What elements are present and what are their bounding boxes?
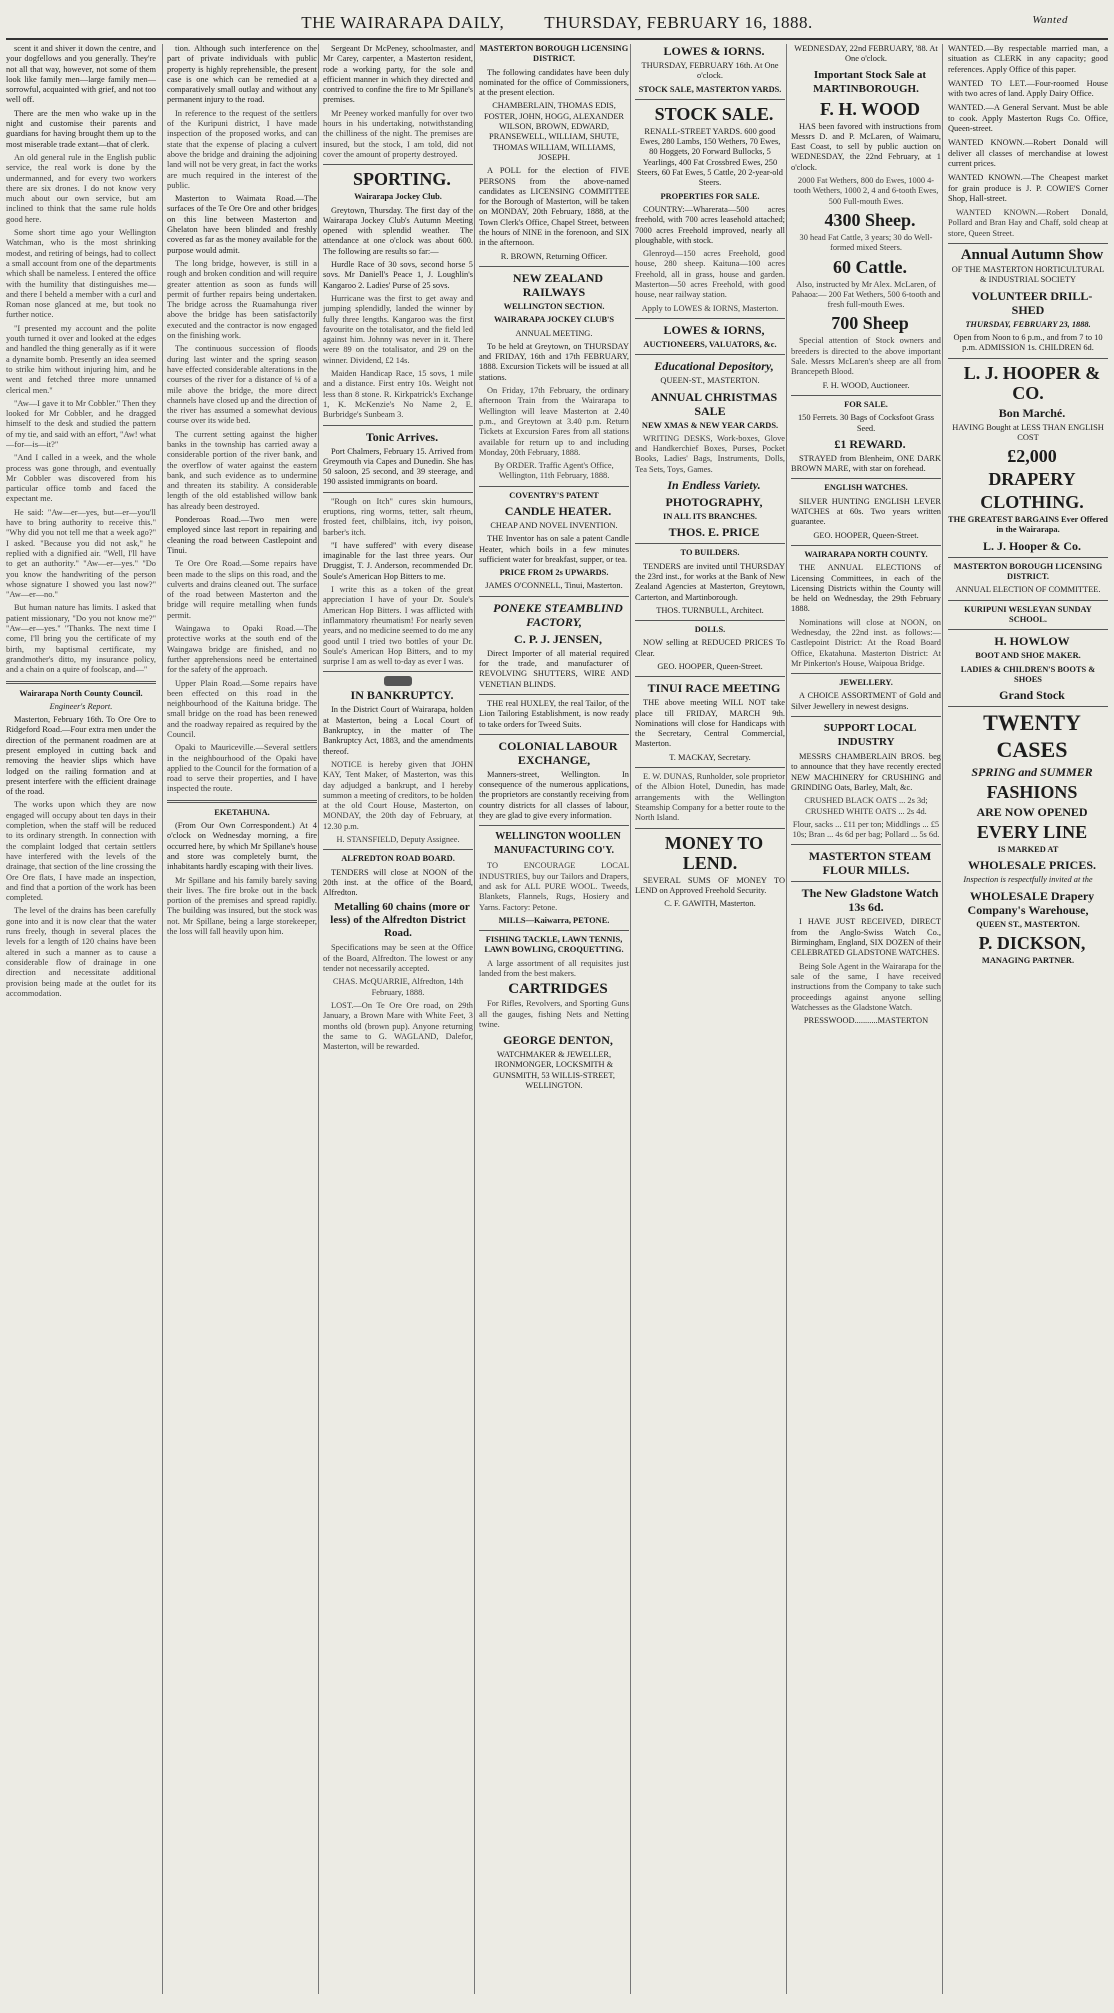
signature: JAMES O'CONNELL, Tinui, Masterton.	[485, 581, 623, 591]
ad-text: RENALL-STREET YARDS. 600 good Ewes, 280 Lambs, 150 Wethers, 70 Ewes, 80 Hoggets, 20 Forward Bullocks, 5 Yearlings, 400 Fat Crossbred Ewes, 250 Steers, 60 Fat Ewes, 5 Cattle, 20 2-year-old Steers.	[637, 126, 783, 188]
ad-heading: C. P. J. JENSEN,	[514, 631, 602, 646]
ad-heading: PHOTOGRAPHY,	[665, 495, 763, 510]
ad-subheading: SPRING and SUMMER	[971, 765, 1093, 780]
ad-subheading: WEDNESDAY, 22nd FEBRUARY, '88. At One o'clock.	[794, 44, 938, 64]
ad-amount: £2,000	[1007, 446, 1057, 467]
ad-heading: P. DICKSON,	[978, 932, 1086, 953]
ad-text: THE above meeting WILL NOT take place till FRIDAY, MARCH 9th. Nominations will close for Handicaps with the Secretary, Central Commercial, Masterton.	[635, 698, 785, 749]
ad-heading: TINUI RACE MEETING	[647, 681, 781, 696]
column-3	[318, 44, 477, 1994]
ad-heading: CASES	[996, 737, 1068, 763]
ad-text: TO ENCOURAGE LOCAL INDUSTRIES, buy our Tailors and Drapers, and ask for ALL PURE WOOL. Tweeds, Blankets, Flannels, Rugs, Hosiery and Yarns. Factory: Petone.	[479, 861, 629, 912]
ad-heading: TWENTY	[983, 710, 1081, 736]
ad-text: SEVERAL SUMS OF MONEY TO LEND on Approved Freehold Security.	[635, 875, 785, 895]
ad-subheading: CHEAP AND NOVEL INVENTION.	[490, 520, 618, 530]
ad-heading: L. J. Hooper & Co.	[982, 538, 1082, 553]
column-2	[162, 44, 321, 1994]
ad-heading: STOCK SALE, MASTERTON YARDS.	[638, 84, 782, 94]
ad-text: I HAVE JUST RECEIVED, DIRECT from the Anglo-Swiss Watch Co., Birmingham, England, SIX DOZEN of their CELEBRATED GLADSTONE WATCHES.	[791, 917, 941, 958]
ad-text: A large assortment of all requisites just landed from the best makers.	[479, 958, 629, 978]
ad-heading: JEWELLERY.	[839, 678, 893, 688]
ad-heading: 700 Sheep	[831, 313, 909, 334]
article-paragraph: Hurdle Race of 30 sovs, second horse 5 sovs. Mr Daniell's Peace 1, J. Loughlin's Kangaroo 2. Ladies' Purse of 25 sovs.	[323, 260, 473, 290]
ad-text: 30 head Fat Cattle, 3 years; 30 do Well-formed mixed Steers.	[799, 232, 933, 253]
ad-subheading: BOOT AND SHOE MAKER.	[975, 651, 1081, 661]
ad-heading: CLOTHING.	[980, 492, 1084, 513]
ad-subheading: ANNUAL ELECTION OF COMMITTEE.	[955, 585, 1101, 595]
ad-text: WATCHMAKER & JEWELLER, IRONMONGER, LOCKSMITH & GUNSMITH, 53 WILLIS-STREET, WELLINGTON.	[492, 1050, 616, 1091]
ad-heading: PROPERTIES FOR SALE.	[660, 191, 760, 201]
ad-text: Also, instructed by Mr Alex. McLaren, of Pahaoa:— 200 Fat Wethers, 500 6-tooth and fresh full-mouth Ewes.	[791, 279, 941, 310]
ad-subheading: ARE NOW OPENED	[976, 805, 1088, 820]
section-heading: ALFREDTON ROAD BOARD.	[341, 854, 455, 864]
ad-text: Apply to LOWES & IORNS, Masterton.	[641, 303, 779, 313]
ad-text: Inspection is respectfully invited at the	[963, 875, 1093, 885]
article-paragraph: I write this as a token of the great appreciation I have of your Dr. Soule's American Hop Bitters. I was afflicted with inflammatory rheumatism! For nearly seven years, and no medicine seemed to do me any good until I tried two bottles of your Dr. Soule's American Hop Bitters, and to my surprise I am as well to-day as ever I was.	[323, 585, 474, 667]
ad-text: Manners-street, Wellington. In consequence of the numerous applications, the proprietors are constantly receiving from country districts for all classes of labour, they are glad to give every information.	[479, 769, 629, 821]
ad-heading: FASHIONS	[986, 782, 1078, 803]
ad-text: HAS been favored with instructions from Messrs D. and P. McLaren, of Waimaru, East Coast, to sell by public auction on WEDNESDAY, the 22nd February, at 1 o'clock.	[791, 121, 941, 172]
ad-text: Direct Importer of all material required for the trade, and manufacturer of REVOLVING SHUTTERS, WIRE AND VENETIAN BLINDS.	[479, 648, 629, 689]
ad-heading: CARTRIDGES	[508, 981, 608, 998]
ad-text: For Rifles, Revolvers, and Sporting Guns all the gauges, fishing Nets and Netting twine.	[479, 999, 629, 1029]
article-paragraph: Greytown, Thursday. The first day of the Wairarapa Jockey Club's Autumn Meeting opened with splendid weather. The attendance at one o'clock was about 600. The following are results so far:—	[323, 205, 473, 256]
classified-ad: WANTED.—By respectable married man, a situation as CLERK in any capacity; good references. Apply Office of this paper.	[948, 44, 1108, 74]
ad-text: THE real HUXLEY, the real Tailor, of the Lion Tailoring Establishment, is now ready to take orders for Tweed Suits.	[479, 698, 629, 729]
ad-subheading: IN ALL ITS BRANCHES.	[662, 512, 758, 522]
ad-text: Glenroyd—150 acres Freehold, good house, 280 sheep. Kaituna—100 acres Freehold, all in grass, house and garden. Masterton—50 acres Freehold, with good house, near railway station.	[635, 249, 785, 300]
ad-heading: In Endless Variety.	[667, 478, 761, 493]
ad-text: On Friday, 17th February, the ordinary afternoon Train from the Wairarapa to Wellington will leave Masterton at 2.40 p.m., and Greytown at 3.40 p.m. Return Tickets at Excursion Fares from all stations available for return up to and including Monday, 20th February, 1888.	[479, 386, 629, 457]
article-paragraph: The long bridge, however, is still in a rough and broken condition and will require greater attention as soon as funds will permit of further repairs being undertaken. The bridge across the Ruamahunga river above the bridge has been satisfactorily executed and the contractor is now engaged on the finishing work.	[167, 258, 317, 341]
article-paragraph: Opaki to Mauriceville.—Several settlers in the neighbourhood of the Opaki have applied to the Council for the formation of a road to serve their properties, and I have inspected the route.	[167, 743, 317, 794]
article-paragraph: tion. Although such interference on the part of private individuals with public property is highly reprehensible, the present case is one which can be remedied at a comparatively small outlay and without any permanent injury to the road.	[167, 44, 317, 105]
column-1	[6, 44, 160, 1994]
ad-heading: ENGLISH WATCHES.	[824, 483, 908, 493]
article-paragraph: But human nature has limits. I asked that patient missionary, "Do you not know me?" "Aw—er—yes." "Thanks. The next time I come, I'll bring you the certificate of my birth, my baptismal certificate, my grandmother's ditto, my insurance policy, and a chain on a quire of foolscap, and—"	[6, 603, 156, 675]
ad-date: THURSDAY, FEBRUARY 23, 1888.	[965, 319, 1091, 329]
ad-heading: WHOLESALE Drapery Company's Warehouse,	[967, 888, 1095, 917]
article-paragraph: The current setting against the higher banks in the township has carried away a considerable portion of the river bank, and the overflow of water against the eastern bank, and such evidence as to undermine and threaten its stability. A considerable length of the old established willow bank has already been destroyed.	[167, 429, 317, 511]
article-paragraph: "Rough on Itch" cures skin humours, eruptions, ring worms, tetter, salt rheum, frosted feet, chilblains, itch, ivy poison, barber's itch.	[323, 496, 473, 537]
ad-subheading: AUCTIONEERS, VALUATORS, &c.	[643, 339, 777, 349]
article-paragraph: Maiden Handicap Race, 15 sovs, 1 mile and a distance. First entry 10s. Weight not less than 8 stone. R. Kirkpatrick's Exchange 1, K. McKenzie's No Name 2, E. Burbridge's Sunbeam 3.	[323, 369, 473, 420]
ad-heading: LOWES & IORNS,	[663, 322, 765, 337]
article-paragraph: "Aw—I gave it to Mr Cobbler." Then they looked for Mr Cobbler, and he dragged himself to the desk and studied the pattern of my tie, and said with an effort, "Aw! what—for—is—it?"	[6, 398, 156, 449]
section-subheading: Wairarapa Jockey Club.	[354, 192, 442, 202]
article-paragraph: Sergeant Dr McPeney, schoolmaster, and Mr Carey, carpenter, a Masterton resident, rode a working party, for the sole and efficient manner in which they directed and contrived to confine the fire to Mr Spillane's premises.	[323, 44, 473, 105]
ad-heading: CANDLE HEATER.	[504, 503, 612, 518]
ad-subheading: IS MARKED AT	[997, 845, 1059, 855]
ad-heading: 4300 Sheep.	[824, 209, 916, 230]
issue-date: THURSDAY, FEBRUARY 16, 1888.	[544, 13, 813, 32]
article-paragraph: "I presented my account and the polite youth turned it over and looked at the edges and handled the thing generally as if it were a dynamite bomb. Presently an idea seemed to strike him without injuring him, and he went and fetched three more unnamed clerical men."	[6, 323, 156, 395]
article-paragraph: The continuous succession of floods during last winter and the spring season have effected considerable alterations in the courses of the river for a distance of ¼ of a mile above the bridge, the more direct channels have closed up and the direction of the river has assumed a somewhat devious course over its wide bed.	[167, 344, 317, 426]
ad-heading: MASTERTON STEAM FLOUR MILLS.	[808, 849, 932, 878]
ad-text: THE Inventor has on sale a patent Candle Heater, which boils in a few minutes sufficient water for breakfast, supper, or tea.	[479, 534, 629, 564]
ad-text: SILVER HUNTING ENGLISH LEVER WATCHES at 60s. Two years written guarantee.	[791, 496, 941, 527]
ad-text: 150 Ferrets. 30 Bags of Cocksfoot Grass Seed.	[797, 413, 935, 433]
ad-text: CRUSHED BLACK OATS ... 2s 3d; CRUSHED WHITE OATS ... 2s 4d.	[804, 796, 928, 816]
article-paragraph: Mr Peeney worked manfully for over two hours in his undertaking, notwithstanding the chilliness of the night. The premises are insured, but the stock, I am told, did not cover the amount of property destroyed.	[323, 108, 473, 159]
ad-subheading: WELLINGTON SECTION.	[503, 301, 605, 311]
signature: R. BROWN, Returning Officer.	[500, 251, 608, 261]
ad-text: The following candidates have been duly nominated for the office of Commissioners, at the present election.	[479, 67, 629, 98]
ad-text: A POLL for the election of FIVE PERSONS from the above-named candidates as LICENSING COMMITTEE for the Borough of Masterton, will be taken on MONDAY, 20th February, 1888, at the Town Clerk's Office, Chapel Street, between the hours of NINE in the forenoon, and SIX in the afternoon.	[479, 166, 629, 248]
ad-subheading: QUEEN-ST., MASTERTON.	[660, 376, 760, 386]
ad-subheading: THE GREATEST BARGAINS Ever Offered in the Wairarapa.	[948, 515, 1108, 535]
wanted-list	[948, 44, 1108, 204]
article-paragraph: Upper Plain Road.—Some repairs have been effected on this road in the neighbourhood of the Kaituna bridge. The small bridge on the road has been renewed and the roadway repaired as required by the Council.	[167, 678, 317, 739]
article-paragraph: scent it and shiver it down the centre, and your dogfellows and you generally. They're not all that way, however, not some of them look like family men—large family men—sorrowful, acquainted with grief, and not too well off.	[6, 44, 156, 105]
ad-heading: MONEY TO LEND.	[664, 832, 764, 873]
signature: GEO. HOOPER, Queen-Street.	[813, 530, 919, 540]
ad-text: 2000 Fat Wethers, 800 do Ewes, 1000 4-tooth Wethers, 1000 2, 4 and 6-tooth Ewes, 500 Full-mouth Ewes.	[793, 176, 939, 206]
ad-heading: FISHING TACKLE, LAWN TENNIS, LAWN BOWLING, CROQUETTING.	[484, 935, 624, 955]
ad-text: Special attention of Stock owners and breeders is directed to the above important Sale. Messrs McLaren's sheep are all from Brancepeth Blood.	[791, 336, 941, 377]
newspaper-page	[6, 6, 1108, 2001]
ad-heading: SUPPORT LOCAL INDUSTRY	[823, 722, 917, 749]
ad-text: THE ANNUAL ELECTIONS of Licensing Committees, in each of the Licensing Districts within the County will be held on Wednesday, the 29th February 1888.	[791, 563, 941, 614]
article-paragraph: Mr Spillane and his family barely saving their lives. The fire broke out in the back portion of the premises and spread rapidly. The building was insured, but the stock was not. Mr Spillane, being a large storekeeper, the loss will fall heavily upon him.	[167, 875, 317, 937]
ad-heading: WELLINGTON WOOLLEN MANUFACTURING CO'Y.	[494, 831, 621, 857]
article-paragraph: In the District Court of Wairarapa, holden at Masterton, being a Local Court of Bankruptcy, in the matter of The Bankruptcy Act, 1883, and the amendments thereof.	[323, 705, 473, 756]
ad-subheading: NEW XMAS & NEW YEAR CARDS.	[641, 420, 779, 430]
ad-subheading: QUEEN ST., MASTERTON.	[976, 919, 1080, 929]
section-heading: Tonic Arrives.	[365, 429, 439, 444]
ad-text: NOW selling at REDUCED PRICES To Clear.	[635, 638, 785, 658]
ad-heading: COLONIAL LABOUR EXCHANGE,	[498, 738, 618, 767]
corner-label: Wanted	[1032, 14, 1068, 26]
ad-heading: THOS. E. PRICE	[668, 525, 760, 540]
classified-ad: WANTED KNOWN.—Robert Donald, Pollard and Bran Hay and Chaff, sold cheap at store, Queen Street.	[948, 208, 1108, 238]
ad-heading: The New Gladstone Watch 13s 6d.	[801, 886, 939, 915]
article-paragraph: "And I called in a week, and the whole process was gone through, and eventually Mr Cobbler was discovered from his particular office tomb and faced the expectant me.	[6, 453, 156, 504]
article-paragraph: Masterton, February 16th. To Ore Ore to Ridgeford Road.—Four extra men under the direction of the permanent roadmen are at present employed in cutting back and removing the heavier slips which have lodged on the railing formation and at present interfere with the efficient drainage of the road.	[6, 715, 156, 797]
ad-heading: COVENTRY'S PATENT	[509, 490, 599, 500]
ad-text: Nominations will close at NOON, on Wednesday, the 22nd inst. as follows:— Castlepoint District: At the Road Board Office, Ekatahuna. Masterton District: At Mr Pinkerton's House, Waipoua Bridge.	[791, 617, 941, 668]
article-paragraph: In reference to the request of the settlers of the Kuripuni district, I have made inspection of the proposed works, and can state that the expense of placing a culvert above the bridge and draining the adjoining land will not be very great, in fact the works are much required in the interest of the public.	[167, 108, 317, 190]
signature: T. MACKAY, Secretary.	[669, 752, 751, 762]
section-subheading: Engineer's Report.	[49, 701, 113, 711]
classified-ad: WANTED KNOWN.—The Cheapest market for grain produce is J. P. COWIE'S Corner Shop, Hall-street.	[948, 173, 1108, 203]
ad-heading: H. HOWLOW	[994, 634, 1070, 649]
ad-subheading: THURSDAY, FEBRUARY 16th. At One o'clock.	[641, 61, 779, 81]
signature: By ORDER. Traffic Agent's Office, Wellington, 11th February, 1888.	[494, 461, 614, 481]
ad-subheading: MANAGING PARTNER.	[981, 955, 1075, 965]
article-paragraph: TENDERS will close at NOON of the 20th inst. at the office of the Board, Alfredton.	[323, 867, 473, 898]
ad-text: CHAMBERLAIN, THOMAS EDIS, FOSTER, JOHN, HOGG, ALEXANDER WILSON, BROWN, EDWARD, PRANSEWELL, WILLIAM, SHUTE, THOMAS WILLIAM, WILLIAMS, JOSEPH.	[483, 101, 625, 162]
ad-heading: MASTERTON BOROUGH LICENSING DISTRICT.	[479, 44, 629, 64]
article-paragraph: The level of the drains has been carefully gone into and it is now clear that the water runs freely, though in several places the levels for a length of 120 chains have been altered in such a manner as to cause a considerable flow of drainage in one direction and necessitate additional provision being made at the outlet for its accommodation.	[6, 906, 156, 998]
ad-subheading: Bon Marché.	[998, 405, 1066, 420]
signature: THOS. TURNBULL, Architect.	[656, 605, 764, 615]
ad-heading: ANNUAL CHRISTMAS SALE	[650, 389, 778, 418]
article-paragraph: Waingawa to Opaki Road.—The protective works at the south end of the Waingawa bridge are finished, and no further apprehensions need be entertained for the safety of the approach.	[167, 624, 317, 675]
article-paragraph: Masterton to Waimata Road.—The surfaces of the Te Ore Ore and other bridges on this line between Masterton and Ghelaton have been blinded and freshly covered as far as the money available for the purpose would admit.	[167, 194, 317, 255]
printers-ornament	[384, 676, 412, 686]
signature: CHAS. McQUARRIE, Alfredton, 14th February, 1888.	[332, 977, 464, 997]
ad-price: PRICE FROM 2s UPWARDS.	[499, 568, 609, 578]
signature: C. F. GAWITH, Masterton.	[664, 899, 756, 909]
ad-subheading: MILLS—Kaiwarra, PETONE.	[498, 915, 610, 925]
signature: GEO. HOOPER, Queen-Street.	[657, 661, 763, 671]
ad-heading: TO BUILDERS.	[680, 548, 740, 558]
article-paragraph: An old general rule in the English public service, the real work is done by the undermanned, and for every two workers there are six drones. I do not know very much about our own service, but am inclined to think that the same rule holds good here.	[6, 152, 156, 224]
ad-subheading: OF THE MASTERTON HORTICULTURAL & INDUSTRIAL SOCIETY	[951, 265, 1105, 285]
ad-heading: 60 Cattle.	[833, 256, 907, 277]
ad-heading: Educational Depository,	[654, 359, 774, 374]
ad-heading: FOR SALE.	[844, 399, 888, 409]
ad-heading: WAIRARAPA NORTH COUNTY.	[804, 549, 928, 559]
ad-heading: EVERY LINE	[976, 822, 1088, 843]
section-heading: Wairarapa North County Council.	[19, 688, 143, 698]
article-paragraph: Port Chalmers, February 15. Arrived from Greymouth via Capes and Dunedin. She has 50 saloon, 25 second, and 39 steerage, and 190 assisted immigrants on board.	[323, 446, 473, 487]
paper-title: THE WAIRARAPA DAILY,	[301, 13, 505, 32]
ad-heading: DRAPERY	[988, 469, 1076, 490]
ad-text: HAVING Bought at LESS THAN ENGLISH COST	[952, 422, 1104, 442]
ad-text: A CHOICE ASSORTMENT of Gold and Silver Jewellery in newest designs.	[791, 691, 941, 711]
ad-heading: PONEKE STEAMBLIND FACTORY,	[493, 600, 623, 629]
ad-heading: STOCK SALE.	[654, 103, 774, 124]
article-paragraph: "I have suffered" with every disease imaginable for the last three years. Our Druggist, T. J. Anderson, recommended Dr. Soule's American Hop Bitters to me.	[323, 540, 473, 581]
ad-heading: Important Stock Sale at MARTINBOROUGH.	[813, 68, 927, 95]
ad-heading: WAIRARAPA JOCKEY CLUB'S	[493, 315, 615, 325]
column-7	[942, 44, 1108, 1994]
ad-heading: WHOLESALE PRICES.	[967, 858, 1097, 873]
ad-text: Flour, sacks ... £11 per ton; Middlings ... £5 10s; Bran ... 4s 6d per bag; Pollard ... 5s 6d.	[792, 819, 940, 840]
ad-heading: VOLUNTEER DRILL-SHED	[971, 288, 1093, 317]
ad-heading: £1 REWARD.	[834, 436, 906, 451]
column-4	[474, 44, 633, 1994]
ad-heading: MASTERTON BOROUGH LICENSING DISTRICT.	[953, 561, 1103, 582]
article-paragraph: (From Our Own Correspondent.) At 4 o'clock on Wednesday morning, a fire occurred here, by which Mr Spillane's house and store was completely burnt, the inhabitants hardly escaping with their lives.	[167, 821, 317, 872]
ad-heading: Annual Autumn Show	[960, 247, 1104, 264]
ad-text: LADIES & CHILDREN'S BOOTS & SHOES	[960, 664, 1096, 684]
column-6	[786, 44, 945, 1994]
ad-heading: GEORGE DENTON,	[503, 1033, 613, 1048]
classified-ad: WANTED.—A General Servant. Must be able to cook. Apply Masterton Rugs Co. Office, Queen-street.	[948, 103, 1108, 134]
ad-text: COUNTRY:—Wharerata—500 acres freehold, with 700 acres leasehold attached; 7000 acres Freehold improved, nearly all ploughable, with stock.	[635, 204, 785, 245]
classified-ad: WANTED KNOWN.—Robert Donald will deliver all classes of merchandise at lowest current prices.	[948, 138, 1108, 168]
article-paragraph: NOTICE is hereby given that JOHN KAY, Tent Maker, of Masterton, was this day adjudged a bankrupt, and I hereby summon a meeting of creditors, to be holden at the old Court House, Masterton, on MONDAY, the 20th day of February, at 12.30 p.m.	[323, 759, 473, 831]
column-5	[630, 44, 789, 1994]
article-paragraph: Specifications may be seen at the Office of the Board, Alfredton. The lowest or any tender not necessarily accepted.	[323, 943, 473, 974]
signature: H. STANSFIELD, Deputy Assignee.	[336, 835, 460, 844]
article-paragraph: Ponderoas Road.—Two men were employed since last report in repairing and cleaning the road between Castlepoint and Tinui.	[167, 515, 317, 555]
ad-heading: NEW ZEALAND RAILWAYS	[512, 270, 604, 299]
section-heading: EKETAHUNA.	[214, 807, 270, 817]
ad-heading: DOLLS.	[694, 625, 726, 635]
article-paragraph: He said: "Aw—er—yes, but—er—you'll have to bring authority to receive this." "Why did you not tell me that a week ago?" I asked. "Because you did not ask," he replied with a dignified air. "Well, I'll have to get an authority." "Aw—er—yes." "Do you know the handwriting of the person whose signature I showed you last now?" "Aw—er—no."	[6, 507, 156, 600]
ad-text: STRAYED from Blenheim, ONE DARK BROWN MARE, with star on forehead.	[791, 453, 941, 474]
ad-text: Being Sole Agent in the Wairarapa for the sale of the same, I have received instructions from the Company to take such proceedings against anyone selling Watchesses as the Gladstone Watch.	[791, 961, 941, 1012]
article-paragraph: Hurricane was the first to get away and jumping splendidly, landed the winner by fully three lengths. Kangaroo was the first favourite on the totalisator, and the field led against him. Johnny was never in it. There were 89 on the totalisator, and 29 on the winner. Dividend, £2 14s.	[323, 293, 473, 365]
section-heading: IN BANKRUPTCY.	[350, 688, 454, 703]
ad-heading: L. J. HOOPER & CO.	[963, 362, 1101, 403]
article-paragraph: Some short time ago your Wellington Watchman, who is the most shrinking modest, and retiring of beings, had to collect a small account from one of the departments which shall be nameless. I entered the office with the humility that distinguishes me—and there I beheld a member with a curl and Roman nose glanced at me, but took no further notice.	[6, 228, 156, 320]
article-paragraph: There are the men who wake up in the night and customise their parents and guardians for having brought them up to the most miserable trade extant—that of clerk.	[6, 108, 156, 149]
ad-heading: Grand Stock	[999, 688, 1065, 703]
signature: PRESSWOOD...........MASTERTON	[803, 1016, 929, 1026]
ad-text: Open from Noon to 6 p.m., and from 7 to 10 p.m. ADMISSION 1s. CHILDREN 6d.	[953, 332, 1103, 353]
article-paragraph: Te Ore Ore Road.—Some repairs have been made to the slips on this road, and the culverts and drains cleaned out. The surface of the road between Masterton and the bridge will require metalling when funds permit.	[167, 559, 317, 620]
ad-text: MESSRS CHAMBERLAIN BROS. beg to announce that they have recently erected NEW MACHINERY for CRUSHING and GRINDING Oats, Barley, Malt, &c.	[791, 752, 941, 792]
signature: F. H. WOOD, Auctioneer.	[822, 380, 910, 390]
masthead	[6, 8, 1108, 40]
ad-subheading: ANNUAL MEETING.	[515, 328, 593, 338]
ad-text: E. W. DUNAS, Runholder, sole proprietor of the Albion Hotel, Dunedin, has made arrangements with the Wellington Steamship Company for a better route to the North Island.	[635, 772, 785, 823]
ad-text: TENDERS are invited until THURSDAY the 23rd inst., for works at the Bank of New Zealand Agencies at Masterton, Greytown, Carterton, and Martinborough.	[635, 561, 785, 602]
ad-heading: KURIPUNI WESLEYAN SUNDAY SCHOOL.	[964, 604, 1092, 624]
ad-text: To be held at Greytown, on THURSDAY and FRIDAY, 16th and 17th FEBRUARY, 1888. Excursion Tickets will be issued at all stations.	[479, 341, 629, 382]
section-heading: SPORTING.	[353, 169, 451, 190]
article-paragraph: LOST.—On Te Ore Ore road, on 29th January, a Brown Mare with White Feet, 3 months old (brown pup). Anyone returning the same to G. WAGLAND, Dalefor, Masterton, will be rewarded.	[323, 1000, 473, 1052]
classified-ad: WANTED TO LET.—Four-roomed House with two acres of land. Apply Dairy Office.	[948, 78, 1108, 99]
ad-heading: F. H. WOOD	[819, 98, 921, 119]
tender-item: Metalling 60 chains (more or less) of the Alfredton District Road.	[330, 901, 470, 940]
article-paragraph: The works upon which they are now engaged will occupy about ten days in their completion, when the staff will be reduced to its ordinary strength. In connection with the complaint lodged that certain settlers have interfered with the levels of the drainage, that section of the line crossing the Ore Ore flats, I have made an inspection, and find that a portion of the work has been completed.	[6, 800, 156, 903]
ad-text: WRITING DESKS, Work-boxes, Glove and Handkerchief Boxes, Purses, Pocket Books, Ladies' Bags, Instruments, Dolls, Tea Sets, Toys, Games.	[635, 433, 785, 474]
ad-heading: LOWES & IORNS.	[663, 44, 765, 58]
